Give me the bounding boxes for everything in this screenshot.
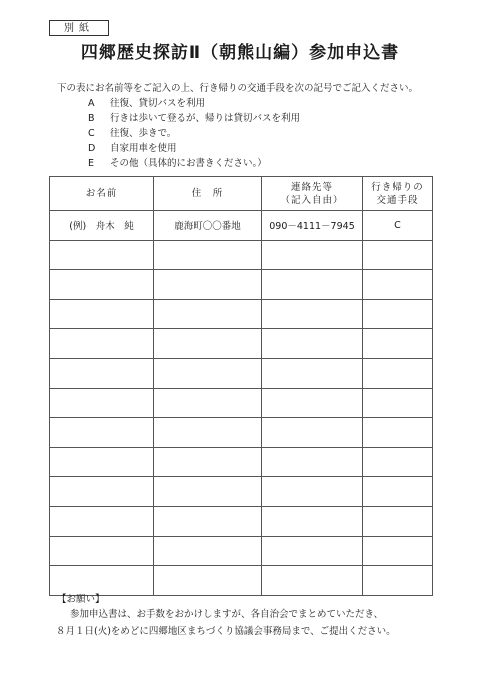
cell-address[interactable] bbox=[154, 299, 262, 329]
cell-address[interactable] bbox=[154, 418, 262, 448]
cell-address[interactable] bbox=[154, 477, 262, 507]
table-row bbox=[50, 566, 433, 596]
option-b bbox=[88, 111, 300, 126]
option-key: D bbox=[88, 143, 96, 154]
cell-transport[interactable] bbox=[363, 240, 433, 270]
cell-transport[interactable] bbox=[363, 566, 433, 596]
cell-contact[interactable] bbox=[262, 418, 363, 448]
transport-options-list bbox=[88, 96, 300, 171]
cell-contact[interactable] bbox=[262, 566, 363, 596]
option-e bbox=[88, 156, 300, 171]
header-contact bbox=[262, 177, 363, 211]
cell-contact[interactable] bbox=[262, 329, 363, 359]
table-row bbox=[50, 388, 433, 418]
cell-name[interactable] bbox=[50, 388, 154, 418]
cell-address[interactable] bbox=[154, 329, 262, 359]
cell-name[interactable] bbox=[50, 418, 154, 448]
example-address: 鹿海町〇〇番地 bbox=[154, 211, 262, 241]
option-d bbox=[88, 141, 300, 156]
attachment-label: 別紙 bbox=[49, 20, 109, 36]
table-row bbox=[50, 506, 433, 536]
cell-name[interactable] bbox=[50, 240, 154, 270]
cell-name[interactable] bbox=[50, 329, 154, 359]
table-row bbox=[50, 270, 433, 300]
cell-transport[interactable] bbox=[363, 447, 433, 477]
cell-contact[interactable] bbox=[262, 358, 363, 388]
table-header-row bbox=[50, 177, 433, 211]
cell-address[interactable] bbox=[154, 270, 262, 300]
cell-transport[interactable] bbox=[363, 358, 433, 388]
header-transport bbox=[363, 177, 433, 211]
header-transport-line1: 行き帰りの bbox=[371, 181, 424, 193]
header-contact-note: （記入自由） bbox=[280, 194, 344, 206]
notice-text-1: 参加申込書は、お手数をおかけしますが、各自治会でまとめていただき、 bbox=[70, 609, 384, 620]
example-contact: 090－4111－7945 bbox=[262, 211, 363, 241]
cell-transport[interactable] bbox=[363, 329, 433, 359]
option-text: 行きは歩いて登るが、帰りは貸切バスを利用 bbox=[110, 113, 301, 124]
page-title: 四郷歴史探訪Ⅱ（朝熊山編）参加申込書 bbox=[80, 43, 400, 63]
example-name: (例) 舟木 純 bbox=[50, 211, 154, 241]
table-row bbox=[50, 418, 433, 448]
header-contact-main: 連絡先等 bbox=[290, 181, 333, 193]
cell-name[interactable] bbox=[50, 270, 154, 300]
cell-transport[interactable] bbox=[363, 270, 433, 300]
cell-contact[interactable] bbox=[262, 240, 363, 270]
cell-transport[interactable] bbox=[363, 506, 433, 536]
table-row bbox=[50, 240, 433, 270]
header-transport-line2: 交通手段 bbox=[376, 194, 419, 206]
table-row bbox=[50, 447, 433, 477]
option-key: B bbox=[88, 113, 95, 124]
instructions: 下の表にお名前等をご記入の上、行き帰りの交通手段を次の記号でご記入ください。 bbox=[57, 83, 419, 94]
cell-transport[interactable] bbox=[363, 299, 433, 329]
option-text: 自家用車を使用 bbox=[110, 143, 177, 154]
table-row bbox=[50, 299, 433, 329]
cell-contact[interactable] bbox=[262, 299, 363, 329]
option-a bbox=[88, 96, 300, 111]
cell-transport[interactable] bbox=[363, 477, 433, 507]
cell-transport[interactable] bbox=[363, 536, 433, 566]
option-c bbox=[88, 126, 300, 141]
table-row bbox=[50, 329, 433, 359]
cell-name[interactable] bbox=[50, 506, 154, 536]
header-address: 住 所 bbox=[154, 177, 262, 211]
cell-address[interactable] bbox=[154, 536, 262, 566]
option-text: 往復、貸切バスを利用 bbox=[110, 98, 206, 109]
cell-address[interactable] bbox=[154, 388, 262, 418]
cell-name[interactable] bbox=[50, 536, 154, 566]
cell-contact[interactable] bbox=[262, 270, 363, 300]
notice-text-2: ８月１日(火)をめどに四郷地区まちづくり協議会事務局まで、ご提出ください。 bbox=[56, 626, 396, 637]
option-text: その他（具体的にお書きください。） bbox=[110, 158, 267, 169]
option-key: E bbox=[88, 158, 95, 169]
cell-name[interactable] bbox=[50, 477, 154, 507]
table-row bbox=[50, 536, 433, 566]
cell-contact[interactable] bbox=[262, 506, 363, 536]
application-table bbox=[49, 176, 433, 596]
cell-transport[interactable] bbox=[363, 388, 433, 418]
cell-contact[interactable] bbox=[262, 388, 363, 418]
notice-heading: 【お願い】 bbox=[57, 594, 105, 605]
cell-address[interactable] bbox=[154, 506, 262, 536]
cell-address[interactable] bbox=[154, 566, 262, 596]
cell-address[interactable] bbox=[154, 240, 262, 270]
cell-address[interactable] bbox=[154, 358, 262, 388]
cell-name[interactable] bbox=[50, 358, 154, 388]
cell-contact[interactable] bbox=[262, 536, 363, 566]
example-transport: C bbox=[363, 211, 433, 241]
option-key: C bbox=[88, 128, 95, 139]
cell-contact[interactable] bbox=[262, 447, 363, 477]
option-key: A bbox=[88, 98, 95, 109]
header-name: お名前 bbox=[50, 177, 154, 211]
cell-name[interactable] bbox=[50, 447, 154, 477]
table-row bbox=[50, 477, 433, 507]
option-text: 往復、歩きで。 bbox=[110, 128, 177, 139]
example-row bbox=[50, 211, 433, 241]
cell-transport[interactable] bbox=[363, 418, 433, 448]
cell-address[interactable] bbox=[154, 447, 262, 477]
table-row bbox=[50, 358, 433, 388]
cell-contact[interactable] bbox=[262, 477, 363, 507]
cell-name[interactable] bbox=[50, 299, 154, 329]
